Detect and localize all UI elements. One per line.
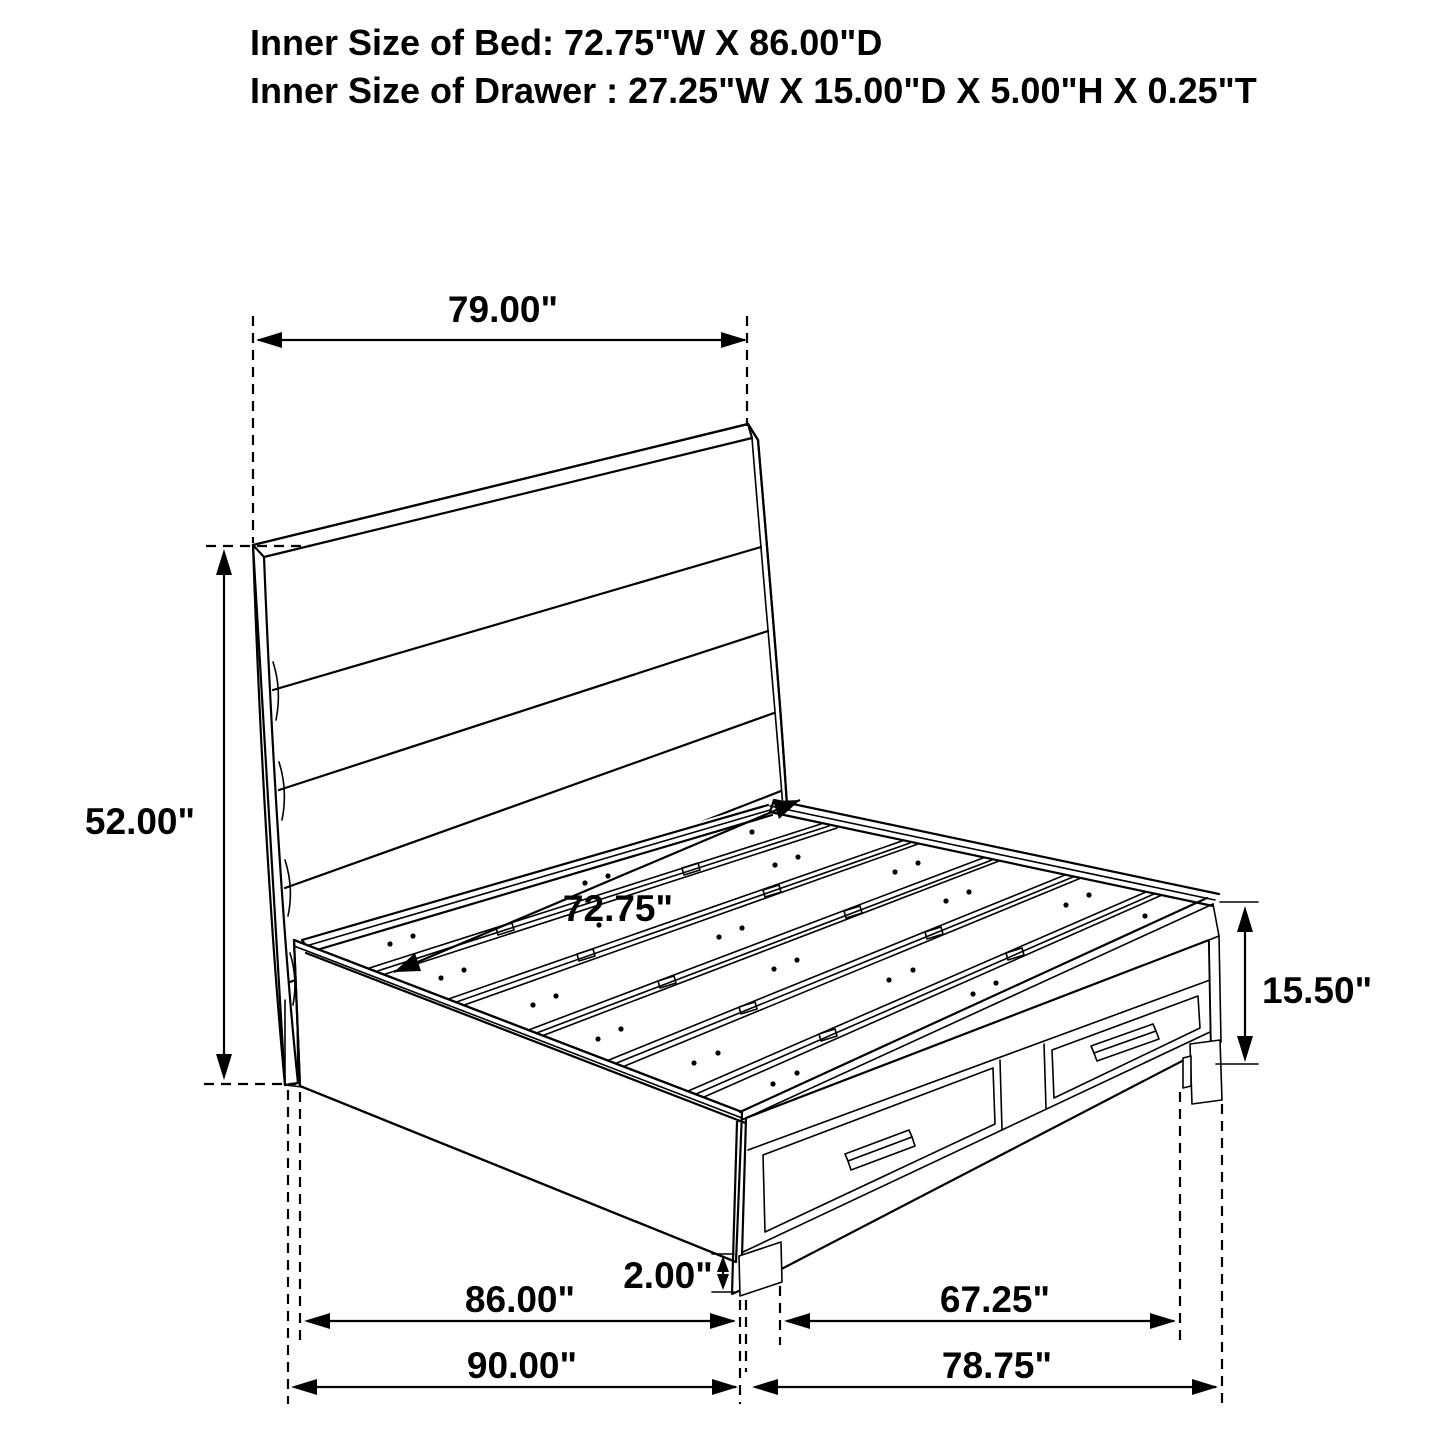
inner-bed-size-note: Inner Size of Bed: 72.75"W X 86.00"D [250, 22, 883, 63]
dim-leg-height-label: 2.00" [623, 1255, 713, 1296]
dim-overall-depth-label: 90.00" [466, 1345, 578, 1386]
dim-overall-depth [291, 1345, 738, 1395]
dim-slat-width-label: 72.75" [562, 888, 674, 929]
dim-drawer-section [784, 1279, 1176, 1329]
dim-drawer-section-label: 67.25" [939, 1279, 1051, 1320]
header-notes [250, 22, 1257, 111]
dim-overall-width [752, 1345, 1218, 1395]
dim-side-rail-length-label: 86.00" [464, 1279, 576, 1320]
footboard-right-end [1209, 936, 1221, 1046]
dim-footboard-height-label: 15.50" [1262, 970, 1373, 1011]
dim-overall-width-label: 78.75" [941, 1345, 1053, 1386]
dim-leg-height [623, 1254, 734, 1296]
dim-headboard-width-label: 79.00" [447, 289, 559, 330]
inner-drawer-size-note: Inner Size of Drawer : 27.25"W X 15.00"D X 5.00"H X 0.25"T [250, 70, 1257, 111]
dim-footboard-height [1216, 902, 1372, 1064]
dim-headboard-height-label: 52.00" [84, 801, 196, 842]
